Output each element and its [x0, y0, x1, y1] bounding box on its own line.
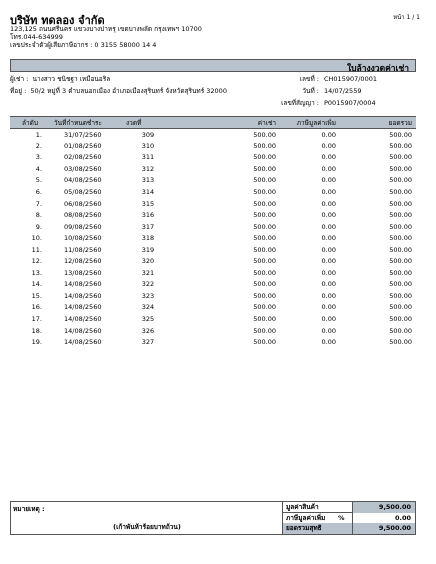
remark-box: [11, 502, 283, 534]
company-phone: โทร.044-634999: [10, 33, 63, 41]
row-due-date: 01/08/2560: [64, 141, 102, 150]
table-row: [10, 256, 416, 268]
table-row: [10, 175, 416, 187]
row-due-date: 03/08/2560: [64, 164, 102, 173]
row-due-date: 14/08/2560: [64, 303, 102, 312]
row-no: 1.: [35, 130, 42, 139]
row-due-date: 08/08/2560: [64, 211, 102, 220]
row-due-date: 12/08/2560: [64, 257, 102, 266]
row-period: 314: [141, 188, 155, 196]
row-no: 4.: [35, 164, 42, 173]
row-vat: 0.00: [321, 291, 336, 300]
row-no: 17.: [31, 315, 42, 324]
vat-value: 0.00: [394, 514, 411, 522]
row-no: 15.: [31, 291, 42, 300]
tenant-address-label: ที่อยู่ :: [10, 87, 27, 95]
row-rent: 500.00: [253, 268, 276, 277]
row-period: 324: [141, 303, 155, 312]
row-no: 3.: [35, 153, 42, 162]
row-vat: 0.00: [321, 130, 336, 139]
row-period: 320: [141, 257, 155, 266]
table-row: [10, 232, 416, 244]
table-row: [10, 186, 416, 198]
subtotal-label: มูลค่าสินค้า: [283, 502, 353, 513]
tenant-label: ผู้เช่า :: [10, 75, 29, 83]
tenant-address: 50/2 หมู่ที่ 3 ตำบลนอกเมือง อำเภอเมืองสุรินทร์ จังหวัดสุรินทร์ 32000: [30, 87, 227, 95]
row-period: 321: [141, 268, 155, 277]
row-due-date: 05/08/2560: [64, 188, 102, 196]
row-due-date: 31/07/2560: [64, 130, 102, 139]
doc-no: CH015907/0001: [324, 75, 377, 83]
row-no: 14.: [31, 280, 42, 289]
row-vat: 0.00: [321, 234, 336, 243]
col-header-rent: ค่าเช่า: [174, 117, 280, 129]
row-rent: 500.00: [253, 211, 276, 220]
row-vat: 0.00: [321, 164, 336, 173]
vat-label: ภาษีมูลค่าเพิ่ม: [286, 514, 326, 522]
row-no: 11.: [31, 245, 42, 254]
row-no: 9.: [35, 222, 42, 231]
row-total: 500.00: [389, 291, 412, 300]
row-no: 12.: [31, 257, 42, 266]
row-rent: 500.00: [253, 188, 276, 196]
row-vat: 0.00: [321, 268, 336, 277]
row-total: 500.00: [389, 188, 412, 196]
row-vat: 0.00: [321, 245, 336, 254]
table-row: [10, 140, 416, 152]
row-total: 500.00: [389, 338, 412, 347]
row-no: 7.: [35, 199, 42, 208]
table-header-row: [10, 117, 416, 129]
row-rent: 500.00: [253, 326, 276, 335]
row-vat: 0.00: [321, 141, 336, 150]
table-row: [10, 325, 416, 337]
row-due-date: 14/08/2560: [64, 326, 102, 335]
tenant-name: นางสาว ชนิชฐา เหมือนอริล: [32, 75, 111, 83]
row-rent: 500.00: [253, 291, 276, 300]
row-due-date: 14/08/2560: [64, 291, 102, 300]
row-due-date: 04/08/2560: [64, 176, 102, 185]
row-no: 2.: [35, 141, 42, 150]
row-vat: 0.00: [321, 257, 336, 266]
row-total: 500.00: [389, 245, 412, 254]
row-period: 318: [141, 234, 155, 243]
table-row: [10, 313, 416, 325]
row-due-date: 14/08/2560: [64, 338, 102, 347]
row-due-date: 13/08/2560: [64, 268, 102, 277]
doc-date: 14/07/2559: [324, 87, 362, 95]
row-total: 500.00: [389, 326, 412, 335]
col-header-vat: ภาษีมูลค่าเพิ่ม: [280, 117, 340, 129]
row-period: 326: [141, 326, 155, 335]
row-rent: 500.00: [253, 153, 276, 162]
table-row: [10, 244, 416, 256]
row-due-date: 14/08/2560: [64, 315, 102, 324]
row-period: 317: [141, 222, 155, 231]
table-row: [10, 267, 416, 279]
table-row: [10, 302, 416, 314]
net-total-value: 9,500.00: [353, 523, 415, 534]
row-period: 313: [141, 176, 155, 185]
row-total: 500.00: [389, 211, 412, 220]
amount-in-words: (เก้าพันห้าร้อยบาทถ้วน): [113, 523, 181, 531]
col-header-total: ยอดรวม: [340, 117, 416, 129]
row-due-date: 10/08/2560: [64, 234, 102, 243]
row-due-date: 02/08/2560: [64, 153, 102, 162]
row-rent: 500.00: [253, 176, 276, 185]
row-period: 311: [141, 153, 155, 162]
row-total: 500.00: [389, 176, 412, 185]
row-period: 315: [141, 199, 155, 208]
row-no: 18.: [31, 326, 42, 335]
row-rent: 500.00: [253, 257, 276, 266]
col-header-no: ลำดับ: [10, 117, 50, 129]
table-row: [10, 152, 416, 164]
table-row: [10, 198, 416, 210]
row-total: 500.00: [389, 164, 412, 173]
tenant-line: [10, 75, 110, 84]
table-row: [10, 209, 416, 221]
row-total: 500.00: [389, 153, 412, 162]
table-row: [10, 221, 416, 233]
row-total: 500.00: [389, 257, 412, 266]
row-vat: 0.00: [321, 153, 336, 162]
row-rent: 500.00: [253, 141, 276, 150]
row-no: 10.: [31, 234, 42, 243]
table-row: [10, 279, 416, 291]
doc-date-label: วันที่ :: [302, 87, 319, 95]
row-total: 500.00: [389, 222, 412, 231]
subtotal-value: 9,500.00: [353, 502, 415, 513]
table-row: [10, 129, 416, 141]
table-row: [10, 336, 416, 348]
row-total: 500.00: [389, 141, 412, 150]
row-vat: 0.00: [321, 211, 336, 220]
row-rent: 500.00: [253, 130, 276, 139]
row-total: 500.00: [389, 303, 412, 312]
row-rent: 500.00: [253, 280, 276, 289]
row-vat: 0.00: [321, 199, 336, 208]
row-rent: 500.00: [253, 222, 276, 231]
page-indicator: หน้า 1 / 1: [393, 14, 420, 21]
row-total: 500.00: [389, 199, 412, 208]
row-total: 500.00: [389, 280, 412, 289]
row-total: 500.00: [389, 234, 412, 243]
row-due-date: 14/08/2560: [64, 280, 102, 289]
row-due-date: 09/08/2560: [64, 222, 102, 231]
row-rent: 500.00: [253, 338, 276, 347]
col-header-due-date: วันที่กำหนดชำระ: [50, 117, 122, 129]
row-no: 16.: [31, 303, 42, 312]
company-tax-id: เลขประจำตัวผู้เสียภาษีอากร : 0 3155 58000 14 4: [10, 41, 157, 49]
row-period: 319: [141, 245, 155, 254]
row-vat: 0.00: [321, 176, 336, 185]
document-title: ใบล้างงวดค่าเช่า: [346, 64, 409, 74]
row-period: 310: [141, 141, 155, 150]
row-total: 500.00: [389, 268, 412, 277]
table-row: [10, 290, 416, 302]
row-vat: 0.00: [321, 338, 336, 347]
contract-no: P0015907/0004: [324, 99, 376, 107]
installment-table: [10, 116, 416, 348]
summary-footer: [10, 501, 416, 535]
net-total-row: [283, 523, 415, 534]
row-period: 316: [141, 211, 155, 220]
document-title-bar: [10, 59, 416, 72]
row-no: 13.: [31, 268, 42, 277]
row-vat: 0.00: [321, 326, 336, 335]
row-rent: 500.00: [253, 199, 276, 208]
row-period: 309: [141, 130, 155, 139]
col-header-period: งวดที่: [122, 117, 174, 129]
row-due-date: 06/08/2560: [64, 199, 102, 208]
subtotal-row: [283, 502, 415, 513]
vat-percent: %: [338, 514, 345, 522]
row-rent: 500.00: [253, 315, 276, 324]
tenant-address-line: [10, 87, 227, 96]
row-no: 19.: [31, 338, 42, 347]
net-total-label: ยอดรวมสุทธิ: [283, 523, 353, 534]
company-address: 123,125 ถนนศรีนคร แขวงบางปาหรุ เขตบางพลัด กรุงเทพฯ 10700: [10, 25, 202, 33]
remark-label: หมายเหตุ :: [13, 505, 45, 513]
row-no: 5.: [35, 176, 42, 185]
row-vat: 0.00: [321, 303, 336, 312]
row-no: 6.: [35, 188, 42, 196]
table-row: [10, 163, 416, 175]
doc-no-label: เลขที่ :: [299, 75, 319, 83]
contract-no-label: เลขที่สัญญา :: [281, 99, 319, 107]
row-period: 327: [141, 338, 155, 347]
row-rent: 500.00: [253, 164, 276, 173]
row-no: 8.: [35, 211, 42, 220]
row-total: 500.00: [389, 130, 412, 139]
row-period: 322: [141, 280, 155, 289]
row-total: 500.00: [389, 315, 412, 324]
row-due-date: 11/08/2560: [64, 245, 102, 254]
row-vat: 0.00: [321, 188, 336, 196]
row-rent: 500.00: [253, 303, 276, 312]
row-period: 312: [141, 164, 155, 173]
row-vat: 0.00: [321, 315, 336, 324]
row-vat: 0.00: [321, 222, 336, 231]
row-rent: 500.00: [253, 234, 276, 243]
row-period: 325: [141, 315, 155, 324]
company-name: บริษัท ทดลอง จำกัด: [10, 14, 105, 27]
row-rent: 500.00: [253, 245, 276, 254]
row-period: 323: [141, 291, 155, 300]
row-vat: 0.00: [321, 280, 336, 289]
